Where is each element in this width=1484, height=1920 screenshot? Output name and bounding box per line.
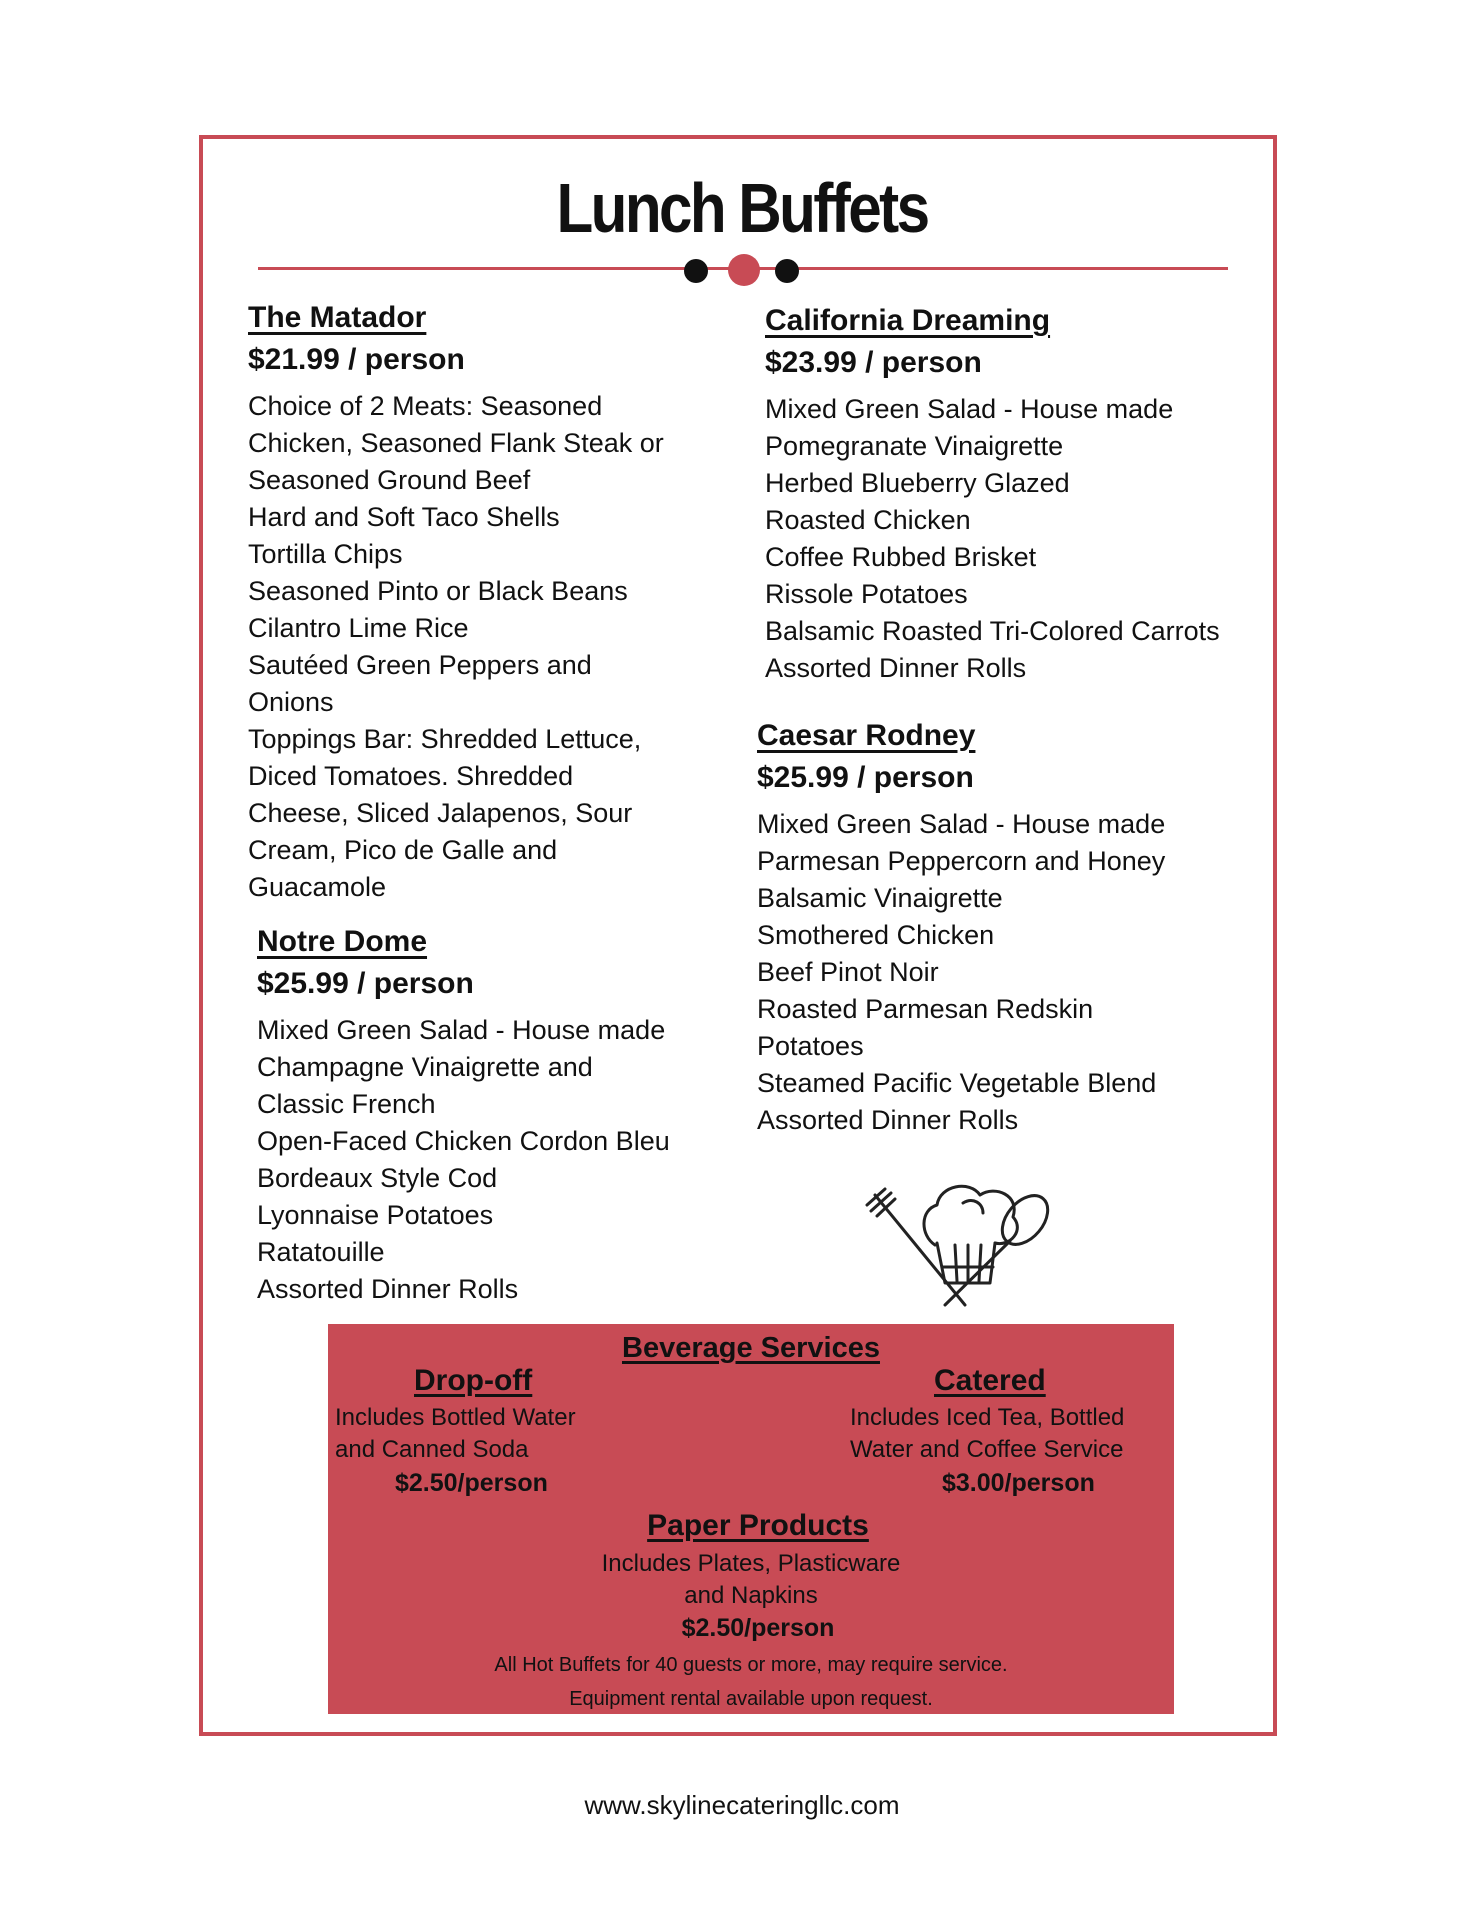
menu-item: Guacamole — [248, 872, 387, 902]
menu-item: Beef Pinot Noir — [757, 957, 939, 987]
catered-price: $3.00/person — [942, 1469, 1095, 1497]
menu-item: Hard and Soft Taco Shells — [248, 502, 560, 532]
menu-item: Mixed Green Salad - House made — [257, 1015, 666, 1045]
website-url[interactable]: www.skylinecateringllc.com — [584, 1790, 900, 1820]
menu-item: Assorted Dinner Rolls — [757, 1105, 1019, 1135]
divider-dot-center — [728, 254, 760, 286]
menu-item: Classic French — [257, 1089, 436, 1119]
section-title: The Matador — [248, 301, 427, 334]
beverage-services-panel — [328, 1324, 1174, 1714]
menu-item: Balsamic Roasted Tri-Colored Carrots — [765, 616, 1220, 646]
menu-item: Cilantro Lime Rice — [248, 613, 469, 643]
catered-line2: Water and Coffee Service — [850, 1436, 1124, 1463]
section-price: $25.99 / person — [757, 761, 974, 794]
section-price: $25.99 / person — [257, 967, 474, 1000]
menu-item: Roasted Parmesan Redskin — [757, 994, 1094, 1024]
dropoff-title: Drop-off — [414, 1364, 533, 1397]
menu-item: Steamed Pacific Vegetable Blend — [757, 1068, 1157, 1098]
paper-products-title: Paper Products — [647, 1509, 869, 1542]
menu-item: Pomegranate Vinaigrette — [765, 431, 1064, 461]
chef-hat-fork-spoon-icon — [865, 1175, 1055, 1310]
paper-price: $2.50/person — [681, 1614, 835, 1642]
menu-item: Herbed Blueberry Glazed — [765, 468, 1070, 498]
menu-item: Open-Faced Chicken Cordon Bleu — [257, 1126, 670, 1156]
menu-item: Roasted Chicken — [765, 505, 971, 535]
item-list — [257, 1012, 670, 1308]
paper-line1: Includes Plates, Plasticware — [601, 1550, 901, 1577]
beverage-heading: Beverage Services — [622, 1332, 880, 1364]
section-title: Notre Dome — [257, 925, 428, 958]
menu-item: Assorted Dinner Rolls — [765, 653, 1027, 683]
divider-dot-left — [684, 259, 708, 283]
menu-item: Diced Tomatoes. Shredded — [248, 761, 574, 791]
section-title: California Dreaming — [765, 304, 1051, 337]
menu-item: Mixed Green Salad - House made — [757, 809, 1166, 839]
page-title: Lunch Buffets — [556, 169, 928, 247]
menu-item: Choice of 2 Meats: Seasoned — [248, 391, 603, 421]
item-list — [248, 388, 664, 906]
dropoff-line2: and Canned Soda — [335, 1436, 529, 1463]
menu-item: Smothered Chicken — [757, 920, 995, 950]
menu-item: Coffee Rubbed Brisket — [765, 542, 1037, 572]
divider-dot-right — [775, 259, 799, 283]
menu-item: Ratatouille — [257, 1237, 385, 1267]
menu-item: Sautéed Green Peppers and — [248, 650, 592, 680]
item-list — [757, 806, 1165, 1139]
menu-item: Rissole Potatoes — [765, 579, 968, 609]
menu-item: Cream, Pico de Galle and — [248, 835, 558, 865]
section-california-dreaming — [765, 301, 1220, 687]
menu-item: Onions — [248, 687, 334, 717]
menu-item: Toppings Bar: Shredded Lettuce, — [248, 724, 642, 754]
menu-item: Mixed Green Salad - House made — [765, 394, 1174, 424]
menu-item: Parmesan Peppercorn and Honey — [757, 846, 1166, 876]
section-title: Caesar Rodney — [757, 719, 976, 752]
menu-item: Balsamic Vinaigrette — [757, 883, 1003, 913]
service-note: All Hot Buffets for 40 guests or more, may require service. — [494, 1654, 1008, 1676]
menu-item: Tortilla Chips — [248, 539, 403, 569]
dropoff-line1: Includes Bottled Water — [335, 1404, 576, 1431]
menu-item: Seasoned Pinto or Black Beans — [248, 576, 628, 606]
menu-item: Champagne Vinaigrette and — [257, 1052, 593, 1082]
equipment-note: Equipment rental available upon request. — [569, 1688, 933, 1710]
item-list — [765, 391, 1220, 687]
section-price: $21.99 / person — [248, 343, 465, 376]
catered-title: Catered — [934, 1364, 1046, 1397]
menu-item: Potatoes — [757, 1031, 864, 1061]
menu-item: Bordeaux Style Cod — [257, 1163, 498, 1193]
menu-item: Cheese, Sliced Jalapenos, Sour — [248, 798, 633, 828]
paper-line2: and Napkins — [684, 1582, 818, 1609]
menu-item: Lyonnaise Potatoes — [257, 1200, 494, 1230]
section-matador — [248, 298, 664, 906]
menu-item: Chicken, Seasoned Flank Steak or — [248, 428, 664, 458]
section-notre-dome — [257, 922, 670, 1308]
catered-line1: Includes Iced Tea, Bottled — [850, 1404, 1125, 1431]
menu-item: Seasoned Ground Beef — [248, 465, 531, 495]
dropoff-price: $2.50/person — [395, 1469, 548, 1497]
menu-item: Assorted Dinner Rolls — [257, 1274, 519, 1304]
section-price: $23.99 / person — [765, 346, 982, 379]
section-caesar-rodney — [757, 716, 1165, 1139]
